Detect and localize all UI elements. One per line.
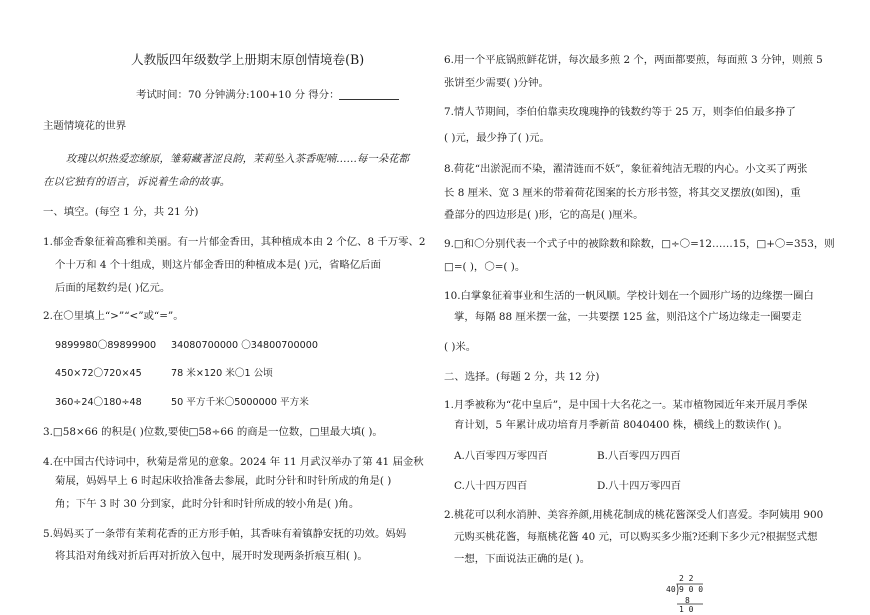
q7-line-2: ( )元，最少挣了( )元。	[444, 132, 550, 144]
q3: 3.□58×66 的积是( )位数,要使□58÷66 的商是一位数，□里最大填( )。	[43, 426, 383, 438]
c1-option-a[interactable]: A.八百零四万零四百	[454, 450, 548, 462]
q10-line-1: 10.白掌象征着事业和生活的一帆风顺。学校计划在一个圆形广场的边缘摆一圈白	[444, 290, 814, 302]
q8-line-2: 长 8 厘米、宽 3 厘米的带着荷花图案的长方形书签，将其交叉摆放(如图)，重	[444, 187, 801, 199]
q6-line-2: 张饼至少需要( )分钟。	[444, 77, 549, 89]
q2-row2-b: 78 米×120 米〇1 公顷	[171, 368, 273, 379]
q7-line-1: 7.情人节期间，李伯伯靠卖玫瑰瑰挣的钱数约等于 25 万，则李伯伯最多挣了	[444, 106, 796, 118]
q2-row3-a: 360÷24〇180÷48	[55, 397, 142, 408]
q4-line-1: 4.在中国古代诗词中，秋菊是常见的意象。2024 年 11 月武汉举办了第 41 届金秋	[43, 456, 424, 468]
q9-line-2: □=( )，〇=( )。	[444, 261, 526, 273]
q10-line-3: ( )米。	[444, 341, 477, 353]
q9-line-1: 9.□和〇分别代表一个式子中的被除数和除数，□÷〇=12……15，□+〇=353，则	[444, 238, 835, 250]
division-dividend: 9 0 0	[679, 585, 704, 594]
q2-row2-a: 450×72〇720×45	[55, 368, 142, 379]
theme-heading: 主题情境花的世界	[43, 120, 127, 132]
c1-line-2: 育计划，5 年累计成功培育月季新苗 8040400 株，横线上的数读作( )。	[454, 419, 788, 431]
division-bracket	[655, 572, 705, 615]
q8-line-3: 叠部分的四边形是( )形，它的高是( )厘米。	[444, 209, 644, 221]
q2-row3-b: 50 平方千米〇5000000 平方米	[171, 397, 309, 408]
q4-line-3: 角；下午 3 时 30 分到家，此时分针和时针所成的较小角是( )角。	[55, 498, 360, 510]
q5-line-1: 5.妈妈买了一条带有茉莉花香的正方形手帕，其香味有着镇静安抚的功效。妈妈	[43, 528, 407, 540]
q1-line-1: 1.郁金香象征着高雅和美丽。有一片郁金香田，其种植成本由 2 个亿、8 千万零、2	[43, 236, 426, 248]
division-line-3: 8	[685, 596, 690, 605]
c2-line-1: 2.桃花可以利水消肿、美容养颜,用桃花制成的桃花酱深受人们喜爱。李阿姨用 900	[444, 509, 824, 521]
q6-line-1: 6.用一个平底锅煎鲜花饼，每次最多煎 2 个，两面都要煎，每面煎 3 分钟，则煎 5	[444, 54, 823, 66]
intro-line-1: 玫瑰以炽热爱恋缭原，雏菊藏著涩良韵，茉莉坠入茶香呢喃……每一朵花都	[66, 153, 409, 165]
division-quotient: 2 2	[679, 574, 694, 583]
c1-line-1: 1.月季被称为“花中皇后”，是中国十大名花之一。某市植物园近年来开展月季保	[444, 399, 808, 411]
score-blank[interactable]	[339, 89, 399, 100]
c1-option-d[interactable]: D.八十四万零四百	[597, 480, 681, 492]
q1-line-2: 个十万和 4 个十组成，则这片郁金香田的种植成本是( )元，省略亿后面	[55, 259, 381, 271]
q2-head: 2.在〇里填上“>”“<”或“=”。	[43, 310, 184, 322]
q1-line-3: 后面的尾数约是( )亿元。	[55, 282, 171, 294]
q4-line-2: 菊展，妈妈早上 6 时起床收拾准备去参展，此时分针和时针所成的角是( )	[55, 475, 392, 487]
long-division-figure	[655, 572, 705, 615]
section-2-heading: 二、选择。(每题 2 分，共 12 分)	[444, 371, 600, 383]
q5-line-2: 将其沿对角线对折后再对折放入包中，展开时发现两条折痕互相( )。	[55, 550, 368, 562]
c1-option-b[interactable]: B.八百零四万四百	[597, 450, 681, 462]
c1-option-c[interactable]: C.八十四万四百	[454, 480, 528, 492]
section-1-heading: 一、填空。(每空 1 分，共 21 分)	[43, 206, 199, 218]
division-line-4: 1 0	[679, 605, 694, 614]
exam-info-text: 考试时间：70 分钟满分:100+10 分 得分：	[136, 89, 340, 101]
page-title: 人教版四年级数学上册期末原创情境卷(B)	[131, 52, 365, 67]
q8-line-1: 8.荷花“出淤泥而不染，濯清涟而不妖”，象征着纯洁无瑕的内心。小文买了两张	[444, 163, 808, 175]
q10-line-2: 掌，每隔 88 厘米摆一盆，一共要摆 125 盆，则沿这个广场边缘走一圈要走	[454, 311, 802, 323]
q2-row1-b: 34080700000 〇34800700000	[171, 340, 318, 351]
q2-row1-a: 9899980〇89899900	[55, 340, 157, 351]
c2-line-3: 一想，下面说法正确的是( )。	[454, 553, 591, 565]
exam-info	[136, 88, 399, 102]
c2-line-2: 元购买桃花酱，每瓶桃花酱 40 元，可以购买多少瓶?还剩下多少元?根据竖式想	[454, 531, 818, 543]
intro-line-2: 在以它独有的语言，诉说着生命的故事。	[43, 176, 231, 188]
division-divisor: 40	[666, 585, 676, 594]
